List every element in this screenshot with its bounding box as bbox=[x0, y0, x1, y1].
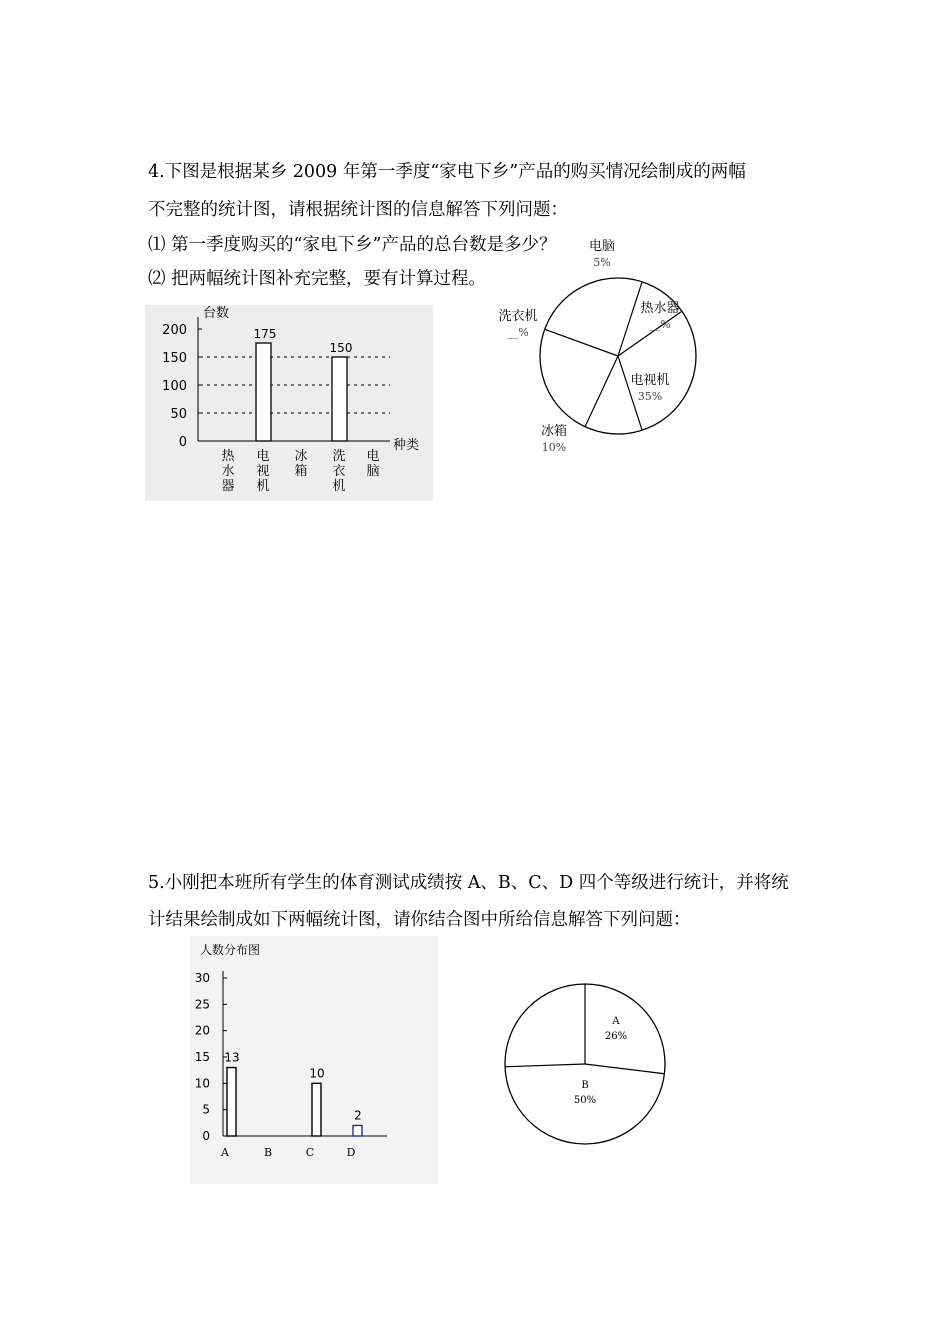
category-label: B bbox=[263, 1146, 273, 1159]
y-tick-label: 50 bbox=[170, 407, 187, 422]
category-label: 机 bbox=[256, 479, 270, 494]
q4-subquestion-2: ⑵ 把两幅统计图补充完整，要有计算过程。 bbox=[148, 269, 487, 289]
slice-percent: __% bbox=[507, 326, 529, 339]
slice-percent: 26% bbox=[604, 1031, 628, 1042]
data-label: 10 bbox=[309, 1066, 325, 1081]
y-tick-label: 200 bbox=[162, 323, 187, 338]
slice-label: A bbox=[612, 1016, 620, 1027]
y-tick-label: 15 bbox=[194, 1050, 210, 1064]
q4-bar-chart bbox=[145, 305, 435, 501]
slice-label: B bbox=[581, 1080, 589, 1091]
category-label: 热 bbox=[221, 449, 235, 464]
category-label: 洗 bbox=[332, 449, 346, 464]
q4-subquestion-1: ⑴ 第一季度购买的“家电下乡”产品的总台数是多少？ bbox=[148, 235, 557, 255]
slice-label: 电视机 bbox=[630, 373, 670, 388]
bar-电视机 bbox=[256, 343, 271, 441]
slice-label: 热水器 bbox=[640, 301, 680, 316]
q5-bar-chart bbox=[190, 936, 440, 1186]
slice-percent: 35% bbox=[637, 390, 663, 403]
data-label: 150 bbox=[329, 341, 353, 355]
bar-D bbox=[353, 1125, 362, 1136]
bar-A bbox=[227, 1068, 236, 1136]
category-label: 电 bbox=[366, 449, 380, 464]
category-label: 器 bbox=[221, 479, 235, 494]
slice-percent: 5% bbox=[593, 256, 611, 269]
category-label: C bbox=[305, 1146, 315, 1159]
category-label: 箱 bbox=[294, 464, 308, 479]
slice-label: 冰箱 bbox=[540, 424, 568, 439]
y-tick-label: 20 bbox=[194, 1023, 210, 1038]
y-tick-label: 0 bbox=[202, 1129, 210, 1143]
data-label: 175 bbox=[253, 327, 277, 341]
y-tick-label: 25 bbox=[194, 997, 210, 1012]
y-tick-label: 5 bbox=[202, 1102, 210, 1117]
data-label: 13 bbox=[224, 1050, 240, 1065]
bar-洗衣机 bbox=[332, 357, 347, 441]
slice-percent: 50% bbox=[573, 1095, 597, 1106]
data-label: 2 bbox=[354, 1108, 362, 1123]
slice-label: 洗衣机 bbox=[498, 309, 538, 324]
q4-pie-chart bbox=[490, 230, 720, 470]
bar-C bbox=[312, 1083, 321, 1136]
slice-percent: __% bbox=[649, 318, 671, 331]
x-axis-label: 种类 bbox=[393, 438, 420, 453]
y-axis-label: 台数 bbox=[203, 306, 230, 321]
slice-percent: 10% bbox=[541, 441, 567, 454]
q5-line-2: 计结果绘制成如下两幅统计图，请你结合图中所给信息解答下列问题： bbox=[148, 910, 691, 930]
category-label: 冰 bbox=[294, 449, 308, 464]
q5-line-1: 5.小刚把本班所有学生的体育测试成绩按 A、B、C、D 四个等级进行统计，并将统 bbox=[148, 873, 789, 893]
category-label: 机 bbox=[332, 479, 346, 494]
y-tick-label: 10 bbox=[194, 1076, 210, 1091]
y-tick-label: 100 bbox=[162, 379, 187, 394]
category-label: 水 bbox=[221, 464, 235, 479]
category-label: 脑 bbox=[366, 464, 380, 479]
category-label: A bbox=[221, 1146, 229, 1159]
category-label: 视 bbox=[256, 464, 270, 479]
chart-title: 人数分布图 bbox=[200, 943, 261, 957]
y-tick-label: 30 bbox=[194, 971, 210, 985]
y-tick-label: 150 bbox=[162, 351, 187, 366]
q5-pie-chart bbox=[500, 980, 675, 1150]
q4-line-1: 4.下图是根据某乡 2009 年第一季度“家电下乡”产品的购买情况绘制成的两幅 bbox=[148, 162, 746, 182]
category-label: D bbox=[346, 1146, 356, 1159]
category-label: 电 bbox=[256, 449, 270, 464]
q4-bar-chart-background bbox=[145, 305, 433, 501]
y-tick-label: 0 bbox=[178, 435, 187, 450]
q4-line-2: 不完整的统计图，请根据统计图的信息解答下列问题： bbox=[148, 200, 568, 220]
slice-label: 电脑 bbox=[588, 239, 616, 254]
category-label: 衣 bbox=[332, 464, 346, 479]
